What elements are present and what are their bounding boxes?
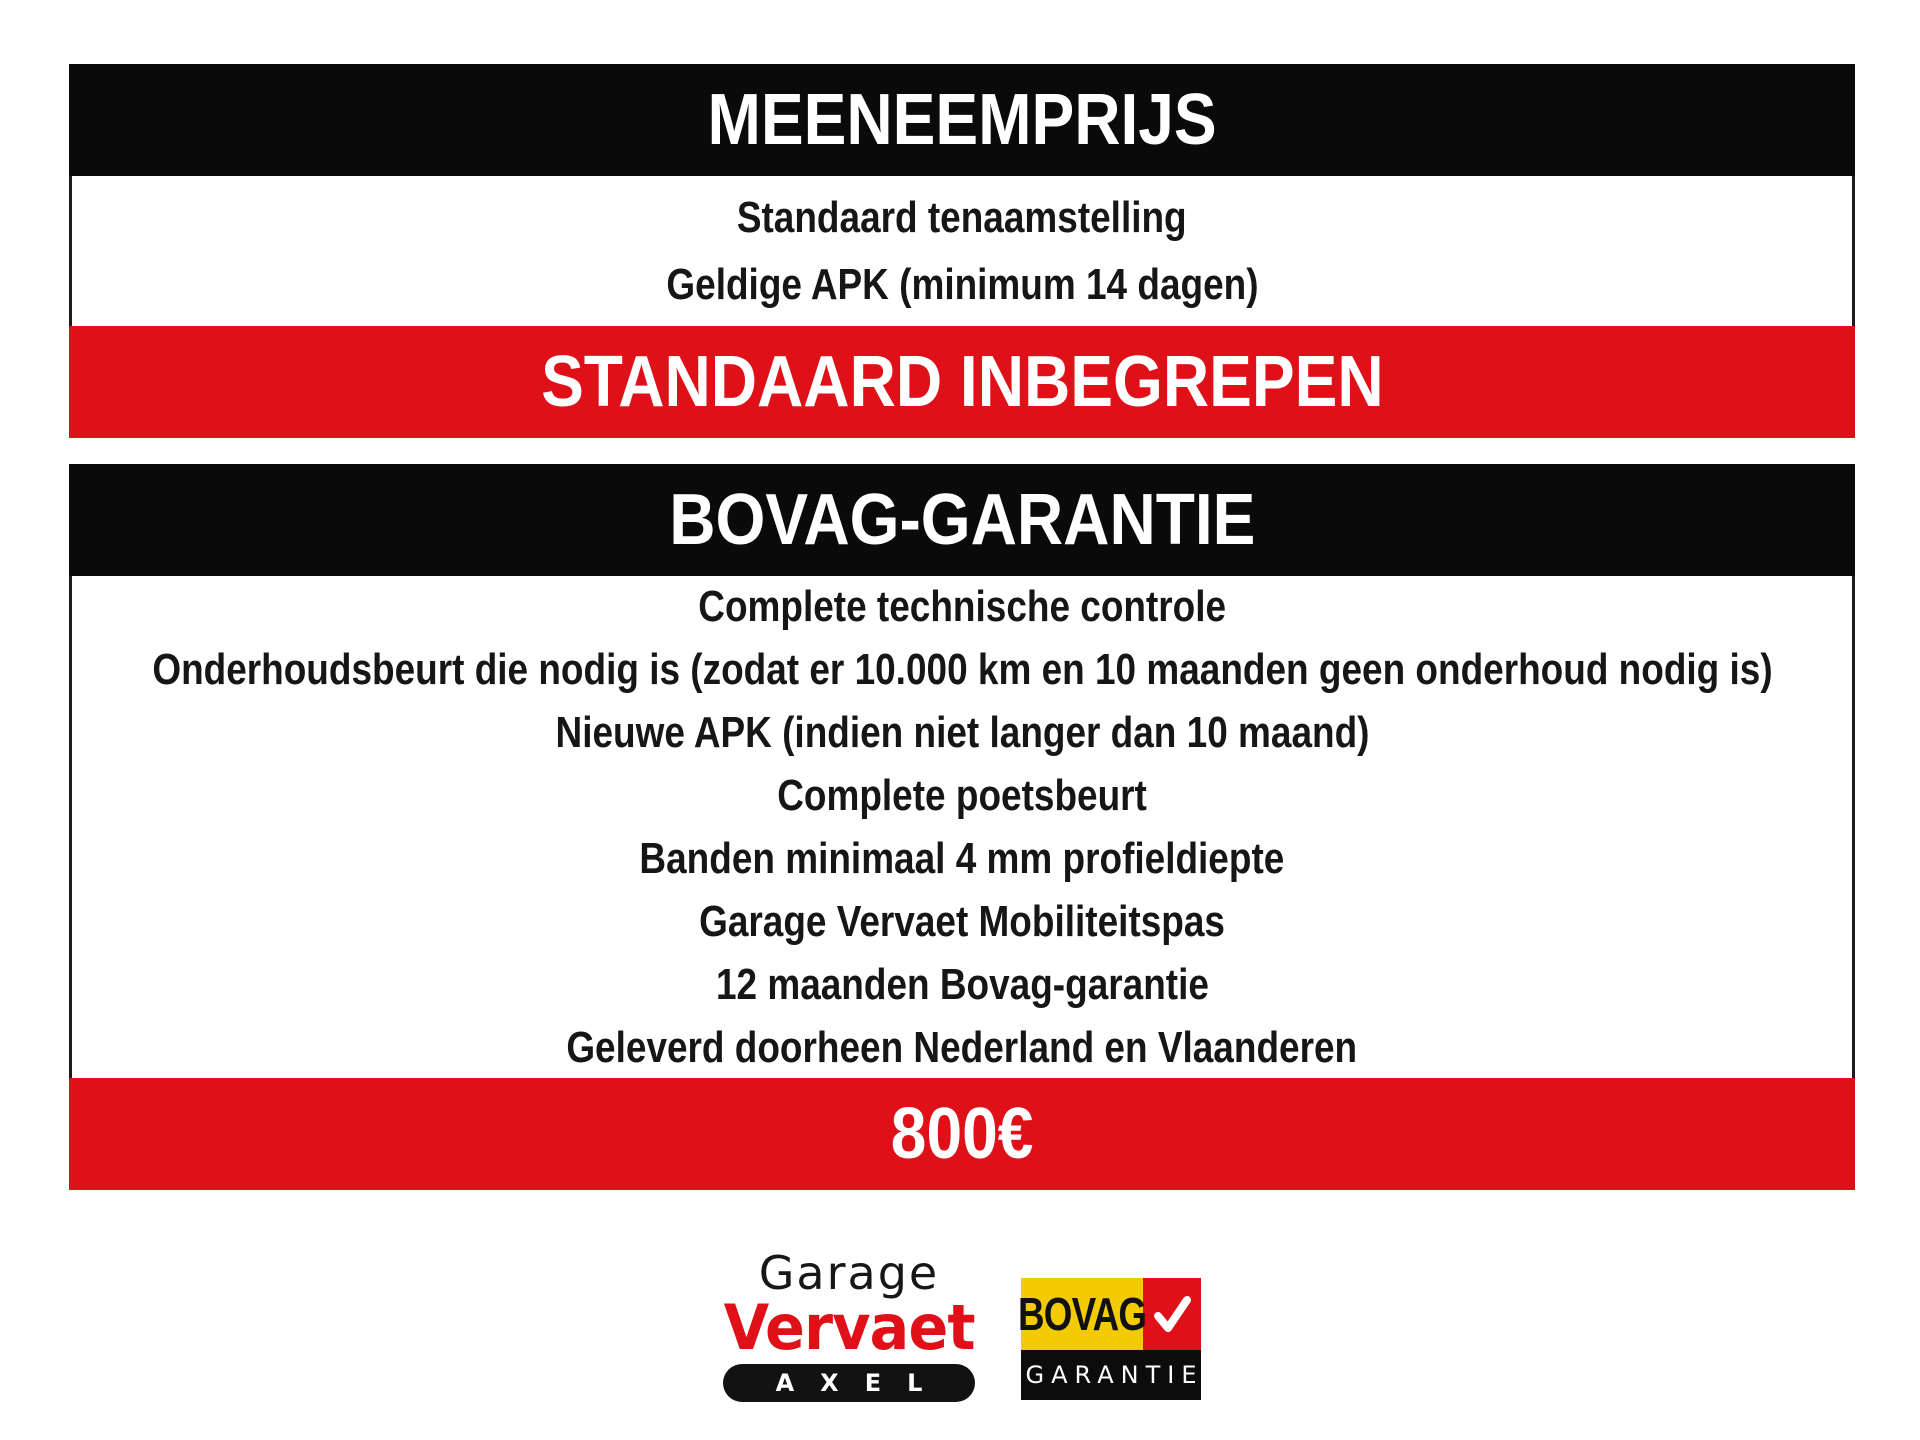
bovag-logo-garantie-text: GARANTIE [1025,1361,1204,1389]
vervaet-logo-name-text: Vervaet [723,1291,975,1364]
bovag-logo-red-cell [1143,1278,1201,1350]
garantie-item: Complete poetsbeurt [777,771,1147,820]
garantie-item: Nieuwe APK (indien niet langer dan 10 maand) [555,708,1369,757]
bovag-logo-yellow-cell [1017,1278,1147,1350]
bovag-garantie-title: BOVAG-GARANTIE [668,480,1256,560]
meeneemprijs-title: MEENEEMPRIJS [707,80,1217,160]
bovag-logo-bottom [1021,1350,1204,1400]
vervaet-logo-axel-text: AXEL [775,1369,949,1397]
vervaet-logo-garage-text: Garage [758,1246,940,1300]
meeneemprijs-item: Geldige APK (minimum 14 dagen) [665,260,1259,309]
garantie-item: Garage Vervaet Mobiliteitspas [699,897,1225,946]
garantie-item: Onderhoudsbeurt die nodig is (zodat er 10.000 km en 10 maanden geen onderhoud nodig is) [151,645,1773,694]
vervaet-logo-axel-badge [723,1364,975,1402]
garantie-item: Complete technische controle [698,582,1226,631]
meeneemprijs-item: Standaard tenaamstelling [737,193,1187,242]
checkmark-icon [1149,1291,1195,1337]
garantie-item: 12 maanden Bovag-garantie [715,960,1209,1009]
bovag-garantie-header-bar [69,464,1855,576]
standaard-inbegrepen-bar [69,326,1855,438]
footer-logos [0,1248,1920,1402]
bovag-logo-word: BOVAG [1017,1288,1147,1340]
bovag-garantie-logo [1017,1278,1204,1400]
garantie-item: Banden minimaal 4 mm profieldiepte [639,834,1285,883]
standaard-inbegrepen-title: STANDAARD INBEGREPEN [540,342,1384,422]
bovag-garantie-panel [69,464,1855,1190]
garage-vervaet-logo [719,1248,979,1402]
price-value: 800€ [890,1094,1034,1174]
meeneemprijs-body [69,176,1855,326]
garantie-item: Geleverd doorheen Nederland en Vlaanderen [566,1023,1358,1072]
price-bar [69,1078,1855,1190]
bovag-logo-top [1017,1278,1201,1350]
meeneemprijs-header-bar [69,64,1855,176]
bovag-garantie-body [69,576,1855,1078]
panel-gap [69,438,1855,464]
meeneemprijs-panel [69,64,1855,438]
price-flyer [69,64,1855,1190]
